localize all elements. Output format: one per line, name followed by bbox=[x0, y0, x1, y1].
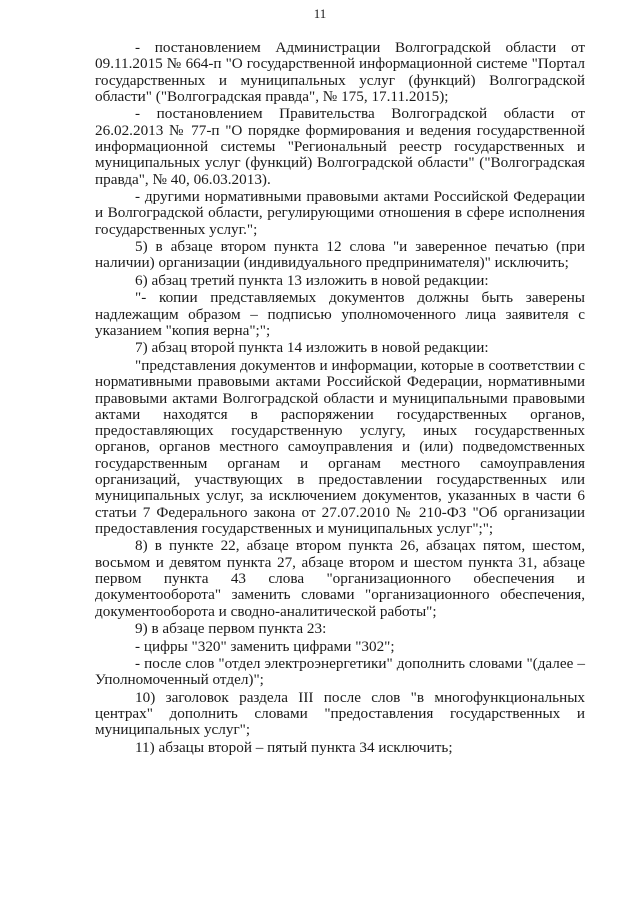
paragraph-item-9-words: - после слов "отдел электроэнергетики" дополнить словами "(далее – Уполномоченный отдел)"; bbox=[95, 655, 585, 689]
paragraph-item-8: 8) в пункте 22, абзаце втором пункта 26, абзацах пятом, шестом, восьмом и девятом пункта 27, абзаце втором и шестом пункта 31, абзаце первом пункта 43 слова "организационного обеспечения и документооборота" заменить словами "организационного обеспечения, документооборота и сводно-аналитической работы"; bbox=[95, 537, 585, 620]
paragraph-item-9-digits: - цифры "320" заменить цифрами "302"; bbox=[135, 637, 395, 655]
document-body bbox=[95, 40, 585, 757]
paragraph-item-9: 9) в абзаце первом пункта 23: bbox=[135, 620, 327, 638]
paragraph-other-acts: - другими нормативными правовыми актами Российской Федерации и Волгоградской области, регулирующими отношения в сфере исполнения государственных услуг."; bbox=[95, 188, 585, 238]
paragraph-item-7: 7) абзац второй пункта 14 изложить в новой редакции: bbox=[135, 339, 489, 357]
paragraph-item-7-text: "представления документов и информации, которые в соответствии с нормативными правовыми актами Российской Федерации, нормативными правовыми актами Волгоградской области и муниципальными правовыми актами находятся в распоряжении государственных органов, предоставляющих государственную услугу, иных государственных органов, органов местного самоуправления и (или) подведомственных государственным органам и органам местного самоуправления организаций, участвующих в предоставлении государственных или муниципальных услуг, за исключением документов, указанных в части 6 статьи 7 Федерального закона от 27.07.2010 № 210-ФЗ "Об организации предоставления государственных и муниципальных услуг";"; bbox=[95, 356, 585, 537]
paragraph-decree-portal: - постановлением Администрации Волгоградской области от 09.11.2015 № 664-п "О государственной информационной системе "Портал государственных и муниципальных услуг (функций) Волгоградской области" ("Волгоградская правда", № 175, 17.11.2015); bbox=[95, 39, 585, 105]
paragraph-item-5: 5) в абзаце втором пункта 12 слова "и заверенное печатью (при наличии) организации (индивидуального предпринимателя)" исключить; bbox=[95, 238, 585, 272]
paragraph-item-6-text: "- копии представляемых документов должны быть заверены надлежащим образом – подписью уполномоченного лица заявителя с указанием "копия верна";"; bbox=[95, 289, 585, 339]
paragraph-item-11: 11) абзацы второй – пятый пункта 34 исключить; bbox=[135, 738, 453, 756]
page-number: 11 bbox=[313, 6, 327, 21]
paragraph-item-10: 10) заголовок раздела III после слов "в многофункциональных центрах" дополнить словами "предоставления государственных и муниципальных услуг"; bbox=[95, 688, 585, 739]
paragraph-item-6: 6) абзац третий пункта 13 изложить в новой редакции: bbox=[135, 271, 489, 289]
paragraph-decree-registry: - постановлением Правительства Волгоградской области от 26.02.2013 № 77-п "О порядке формирования и ведения государственной информационной системы "Региональный реестр государственных и муниципальных услуг (функций) Волгоградской области" ("Волгоградская правда", № 40, 06.03.2013). bbox=[95, 105, 585, 188]
